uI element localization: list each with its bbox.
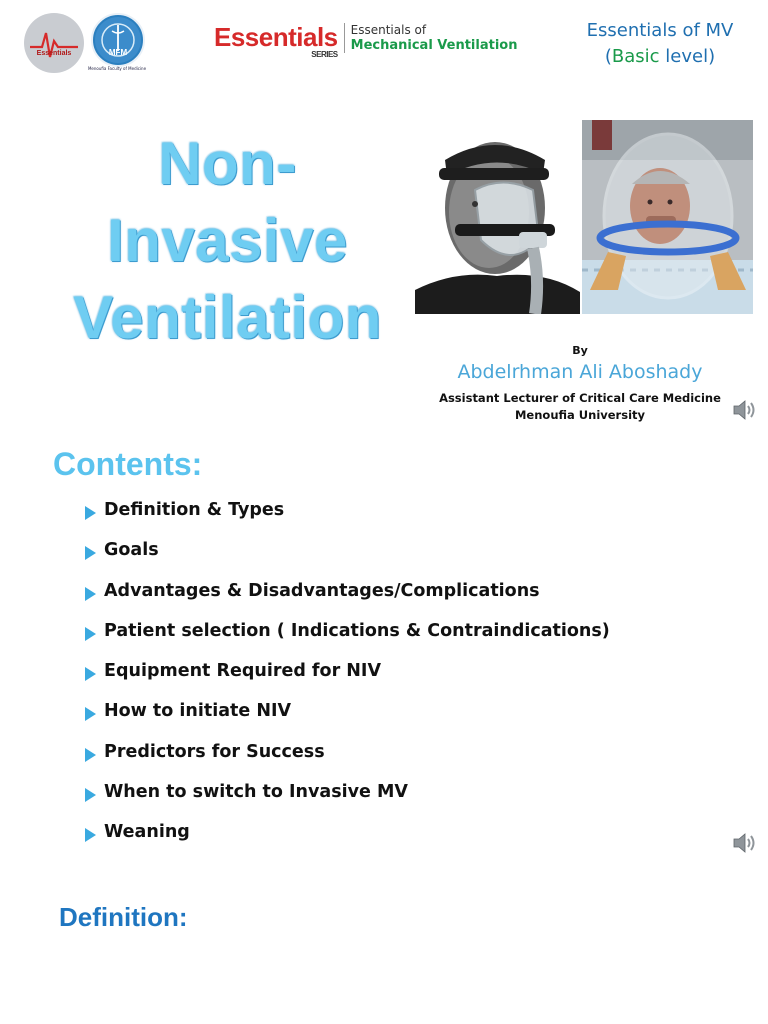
list-item-label: Definition & Types [104, 500, 285, 520]
list-item-label: When to switch to Invasive MV [104, 782, 408, 803]
helmet-illustration [582, 120, 753, 314]
author-affiliation [420, 390, 740, 424]
list-item-label: Predictors for Success [104, 741, 325, 762]
list-item [82, 500, 610, 540]
triangle-bullet-icon [85, 506, 96, 520]
list-item [82, 822, 610, 862]
series-brand [214, 22, 518, 59]
slide-title-line-3: Ventilation [73, 284, 382, 351]
brand-word: Essentials [214, 22, 338, 52]
list-item [82, 540, 610, 580]
list-item [82, 581, 610, 621]
triangle-bullet-icon [85, 546, 96, 560]
face-mask-photo [415, 120, 580, 314]
author-by-label: By [572, 344, 588, 357]
brand-subtitle-top: Essentials of [350, 22, 427, 37]
slide-title [40, 125, 415, 356]
list-item-label: How to initiate NIV [104, 701, 292, 722]
speaker-icon[interactable] [732, 830, 758, 856]
brand-series: SERIES [311, 50, 338, 59]
brand-divider [344, 23, 345, 53]
triangle-bullet-icon [85, 627, 96, 641]
author-role: Assistant Lecturer of Critical Care Medicine [439, 391, 721, 405]
list-item-label: Advantages & Disadvantages/Complications [104, 580, 540, 601]
list-item [82, 621, 610, 661]
speaker-icon[interactable] [732, 397, 758, 423]
speaker-icon-glyph [732, 830, 758, 856]
triangle-bullet-icon [85, 788, 96, 802]
triangle-bullet-icon [85, 707, 96, 721]
triangle-bullet-icon [85, 748, 96, 762]
logo-left-text: Essentials [36, 50, 72, 57]
triangle-bullet-icon [85, 587, 96, 601]
course-level [570, 44, 750, 70]
course-level-open: ( [604, 46, 612, 67]
triangle-bullet-icon [85, 828, 96, 842]
list-item-label: Goals [104, 540, 159, 561]
brand-subtitle [351, 23, 518, 53]
face-mask-illustration [415, 120, 580, 314]
brand-word-wrapper [214, 22, 338, 59]
contents-list [82, 500, 610, 863]
list-item-label: Weaning [104, 822, 190, 843]
brand-subtitle-bottom: Mechanical Ventilation [350, 37, 518, 53]
list-item-label: Equipment Required for NIV [104, 661, 381, 682]
course-level-rest: level) [659, 46, 716, 67]
author-name: Abdelrhman Ali Aboshady [457, 361, 703, 383]
mfm-logo [91, 13, 145, 67]
triangle-bullet-icon [85, 667, 96, 681]
helmet-ventilation-photo [582, 120, 753, 314]
mfm-logo-caption: Menoufia Faculty of Medicine [87, 66, 147, 71]
course-level-word: Basic [611, 46, 660, 67]
contents-heading: Contents: [53, 446, 203, 482]
slide-title-line-1: Non- [158, 130, 297, 197]
course-title [570, 18, 750, 70]
course-title-line: Essentials of MV [586, 20, 734, 41]
logo-right-text: MFM [108, 48, 128, 57]
author-institution: Menoufia University [514, 408, 646, 422]
list-item [82, 661, 610, 701]
essentials-logo [24, 13, 84, 73]
list-item [82, 782, 610, 822]
speaker-icon-glyph [732, 397, 758, 423]
list-item [82, 701, 610, 741]
list-item-label: Patient selection ( Indications & Contraindications) [104, 620, 610, 641]
heartbeat-logo-icon [24, 13, 84, 73]
slide-title-line-2: Invasive [107, 207, 348, 274]
definition-heading: Definition: [59, 902, 188, 932]
list-item [82, 742, 610, 782]
caduceus-logo-icon [93, 15, 143, 65]
